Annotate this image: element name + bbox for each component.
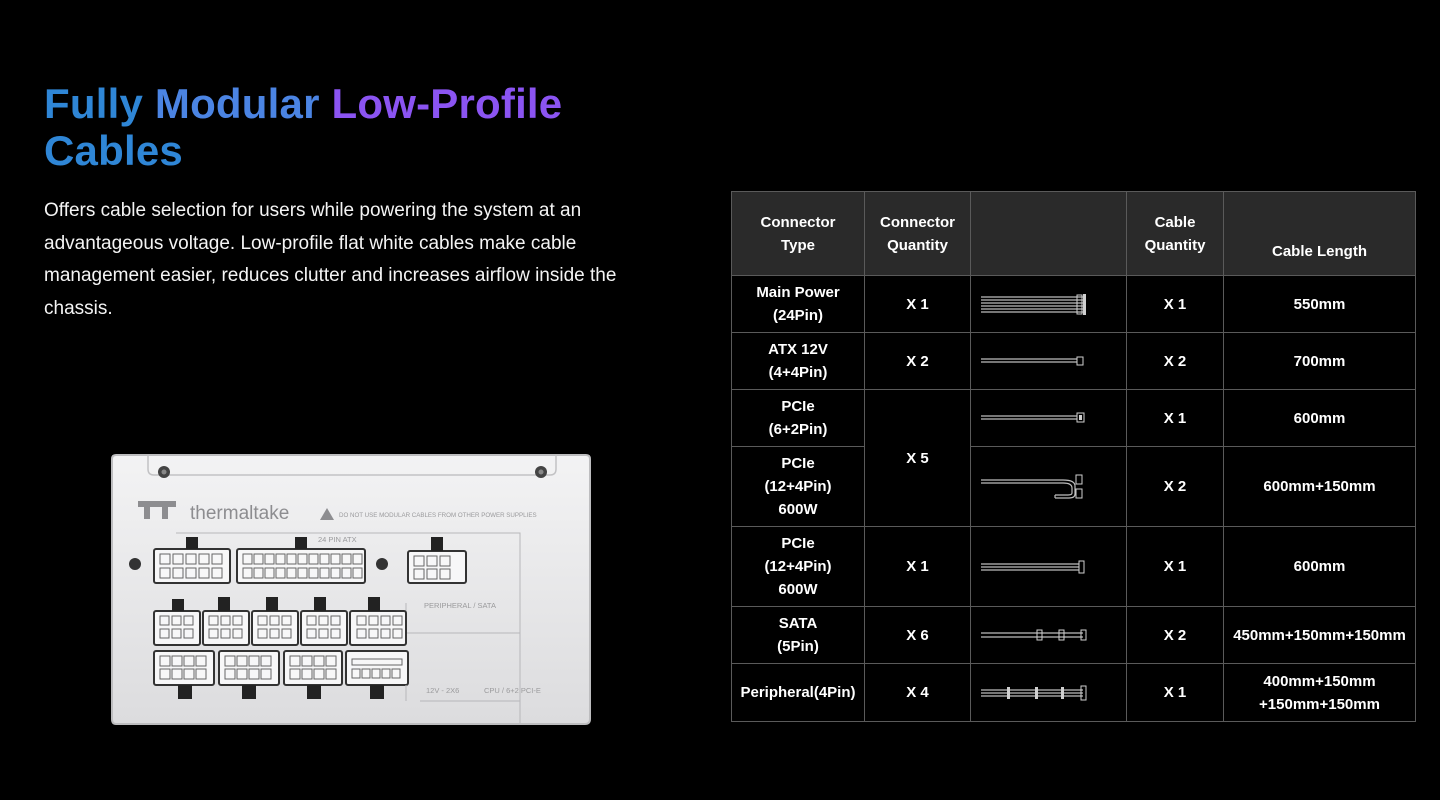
- cell-text: 450mm+150mm+150mm: [1233, 626, 1406, 644]
- header-connector-type: [732, 192, 865, 276]
- section-description: Offers cable selection for users while powering the system at an advantageous voltage. Low-profile flat white cables make cable management easier, reduces clutter and increases airflow inside the chassis.: [44, 200, 617, 319]
- cell-connector-quantity: X 6: [865, 607, 971, 664]
- brand-text: thermaltake: [190, 503, 290, 524]
- header-connector-quantity: [865, 192, 971, 276]
- cell-text: (24Pin): [772, 307, 823, 324]
- cell-cable-quantity: X 1: [1127, 664, 1224, 722]
- header-cable-length: Cable Length: [1224, 192, 1416, 276]
- cell-text: Main Power: [756, 284, 840, 301]
- label-24pin: 24 PIN ATX: [318, 535, 357, 544]
- cell-cable-quantity: X 1: [1127, 527, 1224, 607]
- table-row: [732, 390, 1416, 447]
- cell-connector-type: [732, 390, 865, 447]
- cell-text: PCIe: [781, 455, 815, 472]
- cell-cable-image: [971, 276, 1127, 333]
- cell-cable-length: [1224, 390, 1416, 447]
- cell-cable-image: [971, 447, 1127, 527]
- cell-cable-quantity: X 2: [1127, 447, 1224, 527]
- cell-connector-type: [732, 527, 865, 607]
- headline-word: Modular: [154, 80, 320, 127]
- cell-connector-quantity: X 1: [865, 276, 971, 333]
- table-row: [732, 607, 1416, 664]
- cell-text: 600mm: [1293, 409, 1346, 427]
- table-row: [732, 333, 1416, 390]
- psu-modular-panel-image: [110, 453, 592, 726]
- table-row: [732, 276, 1416, 333]
- header-text: Type: [781, 236, 815, 254]
- cell-cable-quantity: X 2: [1127, 607, 1224, 664]
- cell-text: 600mm+150mm: [1263, 478, 1376, 495]
- cell-text: 550mm: [1293, 295, 1346, 313]
- cell-text: +150mm+150mm: [1259, 695, 1380, 713]
- cell-cable-image: [971, 664, 1127, 722]
- cell-connector-quantity: X 4: [865, 664, 971, 722]
- cell-text: 600W: [778, 501, 818, 518]
- cell-cable-image: [971, 333, 1127, 390]
- cell-cable-image: [971, 607, 1127, 664]
- cell-text: 700mm: [1293, 352, 1346, 370]
- pcie-12-4-cable-icon: [979, 555, 1117, 579]
- label-cpu-pcie: CPU / 6+2 PCI-E: [484, 686, 541, 695]
- cell-text: PCIe: [781, 535, 815, 552]
- cell-connector-quantity: X 2: [865, 333, 971, 390]
- pcie-12-4-split-cable-icon: [979, 472, 1117, 502]
- headline-word: Cables: [44, 127, 183, 174]
- cell-text: PCIe: [781, 398, 815, 415]
- cell-text: (12+4Pin): [764, 478, 832, 495]
- header-text: Connector: [880, 213, 955, 231]
- cell-cable-length: [1224, 527, 1416, 607]
- cell-cable-length: [1224, 607, 1416, 664]
- section-headline: [44, 80, 664, 174]
- cell-connector-type: [732, 664, 865, 722]
- cell-text: (5Pin): [777, 638, 819, 655]
- cell-text: ATX 12V: [768, 341, 828, 358]
- warning-text: DO NOT USE MODULAR CABLES FROM OTHER POWER SUPPLIES: [339, 512, 537, 519]
- header-text: Cable: [1154, 213, 1196, 231]
- cell-cable-image: [971, 390, 1127, 447]
- cell-text: (6+2Pin): [768, 421, 828, 438]
- main-power-cable-icon: [979, 292, 1117, 316]
- headline-word: Fully: [44, 80, 144, 127]
- table-header-row: [732, 192, 1416, 276]
- header-text: Connector: [760, 213, 836, 231]
- cell-text: 400mm+150mm: [1263, 672, 1376, 690]
- cell-cable-quantity: X 2: [1127, 333, 1224, 390]
- table-row: [732, 664, 1416, 722]
- cell-text: 600W: [778, 581, 818, 598]
- peripheral-cable-icon: [979, 681, 1117, 705]
- cell-cable-length: [1224, 276, 1416, 333]
- label-12v-2x6: 12V - 2X6: [426, 686, 460, 695]
- cell-cable-length: [1224, 333, 1416, 390]
- pcie-6-2-cable-icon: [979, 406, 1117, 430]
- cell-text: 600mm: [1293, 558, 1346, 575]
- cell-connector-quantity: X 5: [865, 390, 971, 527]
- cell-cable-quantity: X 1: [1127, 390, 1224, 447]
- cell-cable-image: [971, 527, 1127, 607]
- header-text: Quantity: [1144, 236, 1206, 254]
- cell-connector-type: [732, 607, 865, 664]
- atx-12v-cable-icon: [979, 349, 1117, 373]
- cell-text: Peripheral(4Pin): [740, 684, 856, 701]
- cell-connector-type: [732, 276, 865, 333]
- cell-cable-length: [1224, 447, 1416, 527]
- header-cable-image: [971, 192, 1127, 276]
- header-text: Quantity: [887, 236, 948, 254]
- table-row: [732, 527, 1416, 607]
- label-peripheral-sata: PERIPHERAL / SATA: [424, 601, 496, 610]
- cell-text: (4+4Pin): [768, 364, 828, 381]
- cell-connector-quantity: X 1: [865, 527, 971, 607]
- cell-connector-type: [732, 447, 865, 527]
- cell-cable-quantity: X 1: [1127, 276, 1224, 333]
- cable-spec-table: [731, 191, 1416, 722]
- headline-word: Low-Profile: [331, 80, 563, 127]
- sata-cable-icon: [979, 623, 1117, 647]
- cell-text: (12+4Pin): [764, 558, 832, 575]
- cell-connector-type: [732, 333, 865, 390]
- table-row: [732, 447, 1416, 527]
- cell-text: SATA: [778, 615, 818, 632]
- header-cable-quantity: [1127, 192, 1224, 276]
- cell-cable-length: [1224, 664, 1416, 722]
